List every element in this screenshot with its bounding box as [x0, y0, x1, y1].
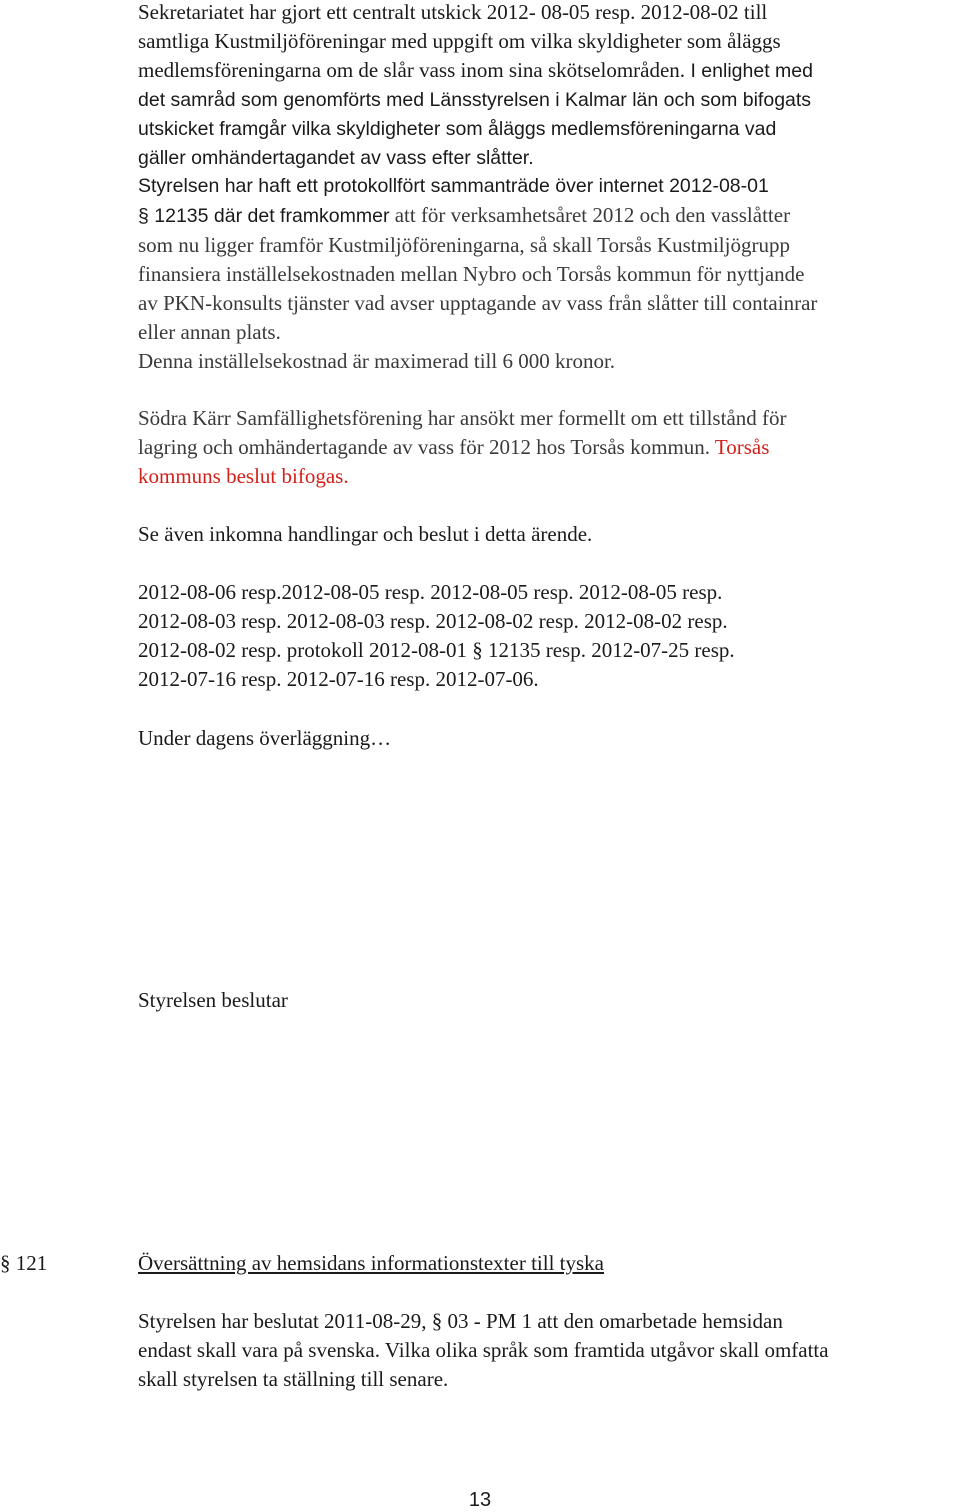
paragraph-board-meeting [138, 172, 953, 376]
text-line: av PKN-konsults tjänster vad avser upptagande av vass från slåtter till containrar [138, 291, 818, 315]
highlight-text: kommuns beslut bifogas. [138, 464, 349, 488]
section-title: Översättning av hemsidans informationstexter till tyska [138, 1251, 604, 1275]
text-line: samtliga Kustmiljöföreningar med uppgift om vilka skyldigheter som åläggs [138, 29, 781, 53]
text-segment: I enlighet med [685, 60, 813, 82]
text-line: Sekretariatet har gjort ett centralt utskick 2012- 08-05 resp. 2012-08-02 till [138, 0, 768, 24]
deliberation-heading [138, 724, 953, 753]
text-line: utskicket framgår vilka skyldigheter som åläggs medlemsföreningarna vad [138, 118, 777, 140]
decision-heading [138, 986, 953, 1015]
paragraph-section-121 [138, 1307, 953, 1394]
text-line: det samråd som genomförts med Länsstyrelsen i Kalmar län och som bifogats [138, 89, 812, 111]
text-line: 2012-08-03 resp. 2012-08-03 resp. 2012-08-02 resp. 2012-08-02 resp. [138, 609, 728, 633]
text-line [138, 56, 953, 86]
section-number: § 121 [0, 1251, 48, 1275]
text-line: som nu ligger framför Kustmiljöföreningarna, så skall Torsås Kustmiljögrupp [138, 233, 790, 257]
date-list [138, 578, 953, 694]
text-line: skall styrelsen ta ställning till senare. [138, 1367, 449, 1391]
text-segment: att för verksamhetsåret 2012 och den vasslåtter [389, 203, 791, 227]
page-number: 13 [468, 1489, 492, 1511]
text-line: Se även inkomna handlingar och beslut i detta ärende. [138, 522, 593, 546]
text-line: 2012-08-06 resp.2012-08-05 resp. 2012-08-05 resp. 2012-08-05 resp. [138, 580, 723, 604]
text-line: 2012-07-16 resp. 2012-07-16 resp. 2012-07-06. [138, 667, 539, 691]
text-line [138, 433, 953, 462]
text-line: Styrelsen beslutar [138, 988, 288, 1012]
highlight-text: Torsås [714, 435, 770, 459]
text-segment: lagring och omhändertagande av vass för 2012 hos Torsås kommun. [138, 435, 715, 459]
text-line: Styrelsen har beslutat 2011-08-29, § 03 - PM 1 att den omarbetade hemsidan [138, 1309, 783, 1333]
text-line: endast skall vara på svenska. Vilka olika språk som framtida utgåvor skall omfatta [138, 1338, 829, 1362]
text-line: Styrelsen har haft ett protokollfört sammanträde över internet 2012-08-01 [138, 175, 769, 197]
paragraph-central-mailing [138, 0, 953, 173]
paragraph-sodra-karr [138, 404, 953, 491]
text-line: finansiera inställelsekostnaden mellan Nybro och Torsås kommun för nyttjande [138, 262, 805, 286]
text-line [138, 201, 953, 231]
text-segment: medlemsföreningarna om de slår vass inom sina skötselområden. [138, 58, 686, 82]
text-line: Under dagens överläggning… [138, 726, 392, 750]
text-line: Denna inställelsekostnad är maximerad till 6 000 kronor. [138, 349, 616, 373]
text-line: 2012-08-02 resp. protokoll 2012-08-01 § 12135 resp. 2012-07-25 resp. [138, 638, 735, 662]
text-line: gäller omhändertagandet av vass efter slåtter. [138, 147, 534, 169]
text-line: eller annan plats. [138, 320, 281, 344]
paragraph-see-also [138, 520, 953, 549]
text-segment: § 12135 där det framkommer [138, 205, 390, 227]
text-line: Södra Kärr Samfällighetsförening har ansökt mer formellt om ett tillstånd för [138, 406, 787, 430]
